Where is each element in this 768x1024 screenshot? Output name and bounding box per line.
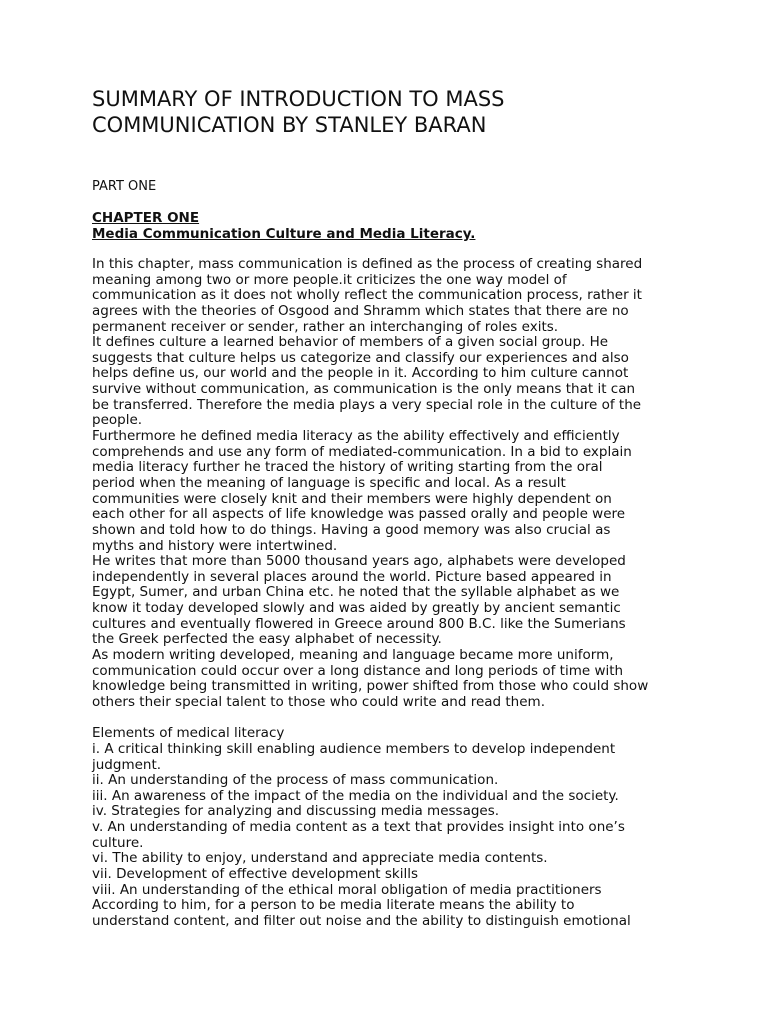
paragraph-gap — [92, 711, 648, 727]
elements-heading: Elements of medical literacy — [92, 725, 285, 742]
paragraph-modern-writing — [92, 648, 648, 711]
text-line: communication could occur over a long distance and long periods of time with — [92, 662, 624, 679]
text-line: shown and told how to do things. Having a good memory was also crucial as — [92, 521, 611, 538]
text-line: helps define us, our world and the people in it. According to him culture cannot — [92, 365, 629, 382]
body-text — [92, 257, 648, 930]
paragraph-culture — [92, 335, 648, 429]
paragraph-alphabets — [92, 554, 648, 648]
text-line: knowledge being transmitted in writing, power shifted from those who could show — [92, 678, 649, 695]
elements-section — [92, 726, 648, 898]
text-line: Egypt, Sumer, and urban China etc. he noted that the syllable alphabet as we — [92, 584, 620, 601]
paragraph-mass-communication — [92, 257, 648, 335]
title-line: COMMUNICATION BY STANLEY BARAN — [92, 113, 487, 137]
list-item: v. An understanding of media content as a text that provides insight into one’s — [92, 819, 625, 836]
title-line: SUMMARY OF INTRODUCTION TO MASS — [92, 87, 505, 111]
text-line: suggests that culture helps us categorize and classify our experiences and also — [92, 349, 629, 366]
text-line: understand content, and filter out noise and the ability to distinguish emotional — [92, 912, 631, 929]
text-line: media literacy further he traced the history of writing starting from the oral — [92, 459, 603, 476]
text-line: agrees with the theories of Osgood and Shramm which states that there are no — [92, 302, 629, 319]
text-line: others their special talent to those who could write and read them. — [92, 693, 545, 710]
text-line: the Greek perfected the easy alphabet of necessity. — [92, 631, 442, 648]
list-item: iv. Strategies for analyzing and discussing media messages. — [92, 803, 500, 820]
list-item: vii. Development of effective development skills — [92, 865, 418, 882]
list-item: vi. The ability to enjoy, understand and appreciate media contents. — [92, 850, 548, 867]
text-line: permanent receiver or sender, rather an interchanging of roles exits. — [92, 318, 559, 335]
text-line: communities were closely knit and their members were highly dependent on — [92, 490, 612, 507]
text-line: As modern writing developed, meaning and language became more uniform, — [92, 647, 614, 664]
list-item: i. A critical thinking skill enabling audience members to develop independent — [92, 740, 616, 757]
paragraph-closing — [92, 898, 648, 929]
text-line: survive without communication, as communication is the only means that it can — [92, 381, 636, 398]
text-line: In this chapter, mass communication is defined as the process of creating shared — [92, 256, 643, 272]
list-item: iii. An awareness of the impact of the media on the individual and the society. — [92, 787, 619, 804]
text-line: According to him, for a person to be media literate means the ability to — [92, 897, 575, 914]
text-line: people. — [92, 412, 143, 429]
document-title — [92, 86, 505, 138]
list-item: viii. An understanding of the ethical moral obligation of media practitioners — [92, 881, 602, 898]
text-line: myths and history were intertwined. — [92, 537, 338, 554]
list-item: culture. — [92, 834, 144, 851]
text-line: comprehends and use any form of mediated-communication. In a bid to explain — [92, 443, 632, 460]
text-line: He writes that more than 5000 thousand years ago, alphabets were developed — [92, 553, 626, 570]
text-line: It defines culture a learned behavior of members of a given social group. He — [92, 334, 609, 351]
list-item: ii. An understanding of the process of mass communication. — [92, 772, 499, 789]
chapter-heading — [92, 210, 475, 241]
text-line: be transferred. Therefore the media plays a very special role in the culture of the — [92, 396, 642, 413]
text-line: independently in several places around the world. Picture based appeared in — [92, 568, 612, 585]
text-line: communication as it does not wholly reflect the communication process, rather it — [92, 287, 642, 304]
chapter-label: CHAPTER ONE — [92, 210, 200, 226]
text-line: meaning among two or more people.it criticizes the one way model of — [92, 271, 567, 288]
text-line: each other for all aspects of life knowledge was passed orally and people were — [92, 506, 626, 523]
paragraph-media-literacy — [92, 429, 648, 554]
chapter-title: Media Communication Culture and Media Literacy. — [92, 225, 476, 242]
text-line: know it today developed slowly and was aided by greatly by ancient semantic — [92, 600, 621, 617]
part-label: PART ONE — [92, 179, 157, 194]
text-line: cultures and eventually flowered in Greece around 800 B.C. like the Sumerians — [92, 615, 626, 632]
text-line: Furthermore he defined media literacy as the ability effectively and efficiently — [92, 428, 620, 445]
list-item: judgment. — [92, 756, 162, 773]
text-line: period when the meaning of language is specific and local. As a result — [92, 474, 566, 491]
